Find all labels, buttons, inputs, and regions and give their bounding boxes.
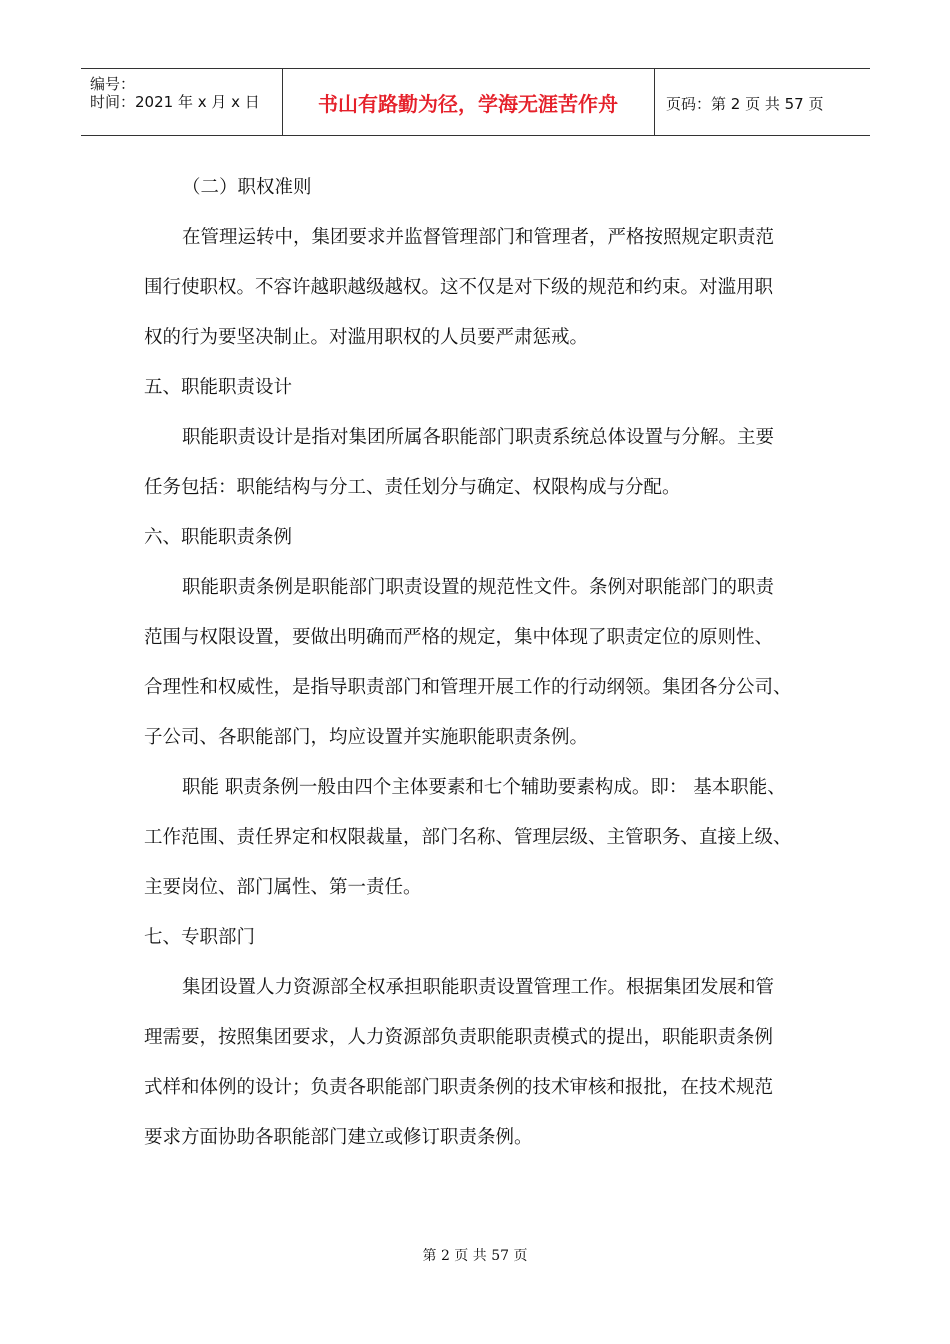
paragraph-line: 式样和体例的设计；负责各职能部门职责条例的技术审核和报批，在技术规范 [144, 1077, 774, 1098]
paragraph-line: 工作范围、责任界定和权限裁量，部门名称、管理层级、主管职务、直接上级、 [144, 827, 792, 848]
paragraph-line: 要求方面协助各职能部门建立或修订职责条例。 [144, 1127, 533, 1148]
header-page-code: 页码：第 2 页 共 57 页 [666, 95, 824, 113]
paragraph-line: 子公司、各职能部门，均应设置并实施职能职责条例。 [144, 727, 589, 748]
header-motto-cell [282, 69, 655, 135]
paragraph-line: 合理性和权威性，是指导职责部门和管理开展工作的行动纲领。集团各分公司、 [144, 677, 792, 698]
document-header [81, 68, 870, 136]
paragraph-line: 职能职责条例是职能部门职责设置的规范性文件。条例对职能部门的职责 [182, 577, 775, 598]
document-number-label: 编号： [90, 75, 136, 93]
page-footer: 第 2 页 共 57 页 [422, 1248, 528, 1264]
paragraph-line: 主要岗位、部门属性、第一责任。 [144, 877, 422, 898]
section-heading-dedicated-department: 七、专职部门 [144, 927, 256, 948]
paragraph-line: 权的行为要坚决制止。对滥用职权的人员要严肃惩戒。 [144, 327, 589, 348]
document-body [144, 163, 824, 1163]
paragraph-line: 职能职责设计是指对集团所属各职能部门职责系统总体设置与分解。主要 [182, 427, 775, 448]
paragraph-line: 围行使职权。不容许越职越级越权。这不仅是对下级的规范和约束。对滥用职 [144, 277, 774, 298]
paragraph-line: 在管理运转中，集团要求并监督管理部门和管理者，严格按照规定职责范 [182, 227, 775, 248]
header-page-cell [654, 69, 870, 135]
paragraph-line: 范围与权限设置，要做出明确而严格的规定，集中体现了职责定位的原则性、 [144, 627, 774, 648]
paragraph-line: 理需要，按照集团要求，人力资源部负责职能职责模式的提出，职能职责条例 [144, 1027, 774, 1048]
document-time-label: 时间：2021 年 x 月 x 日 [90, 93, 260, 111]
section-heading-authority-principle: （二）职权准则 [182, 177, 312, 198]
paragraph-line: 职能 职责条例一般由四个主体要素和七个辅助要素构成。即： 基本职能、 [182, 777, 786, 798]
section-heading-duty-regulations: 六、职能职责条例 [144, 527, 293, 548]
paragraph-line: 任务包括：职能结构与分工、责任划分与确定、权限构成与分配。 [144, 477, 681, 498]
header-motto: 书山有路勤为径，学海无涯苦作舟 [318, 92, 618, 116]
header-info-cell [81, 69, 283, 135]
paragraph-line: 集团设置人力资源部全权承担职能职责设置管理工作。根据集团发展和管 [182, 977, 775, 998]
section-heading-duty-design: 五、职能职责设计 [144, 377, 293, 398]
